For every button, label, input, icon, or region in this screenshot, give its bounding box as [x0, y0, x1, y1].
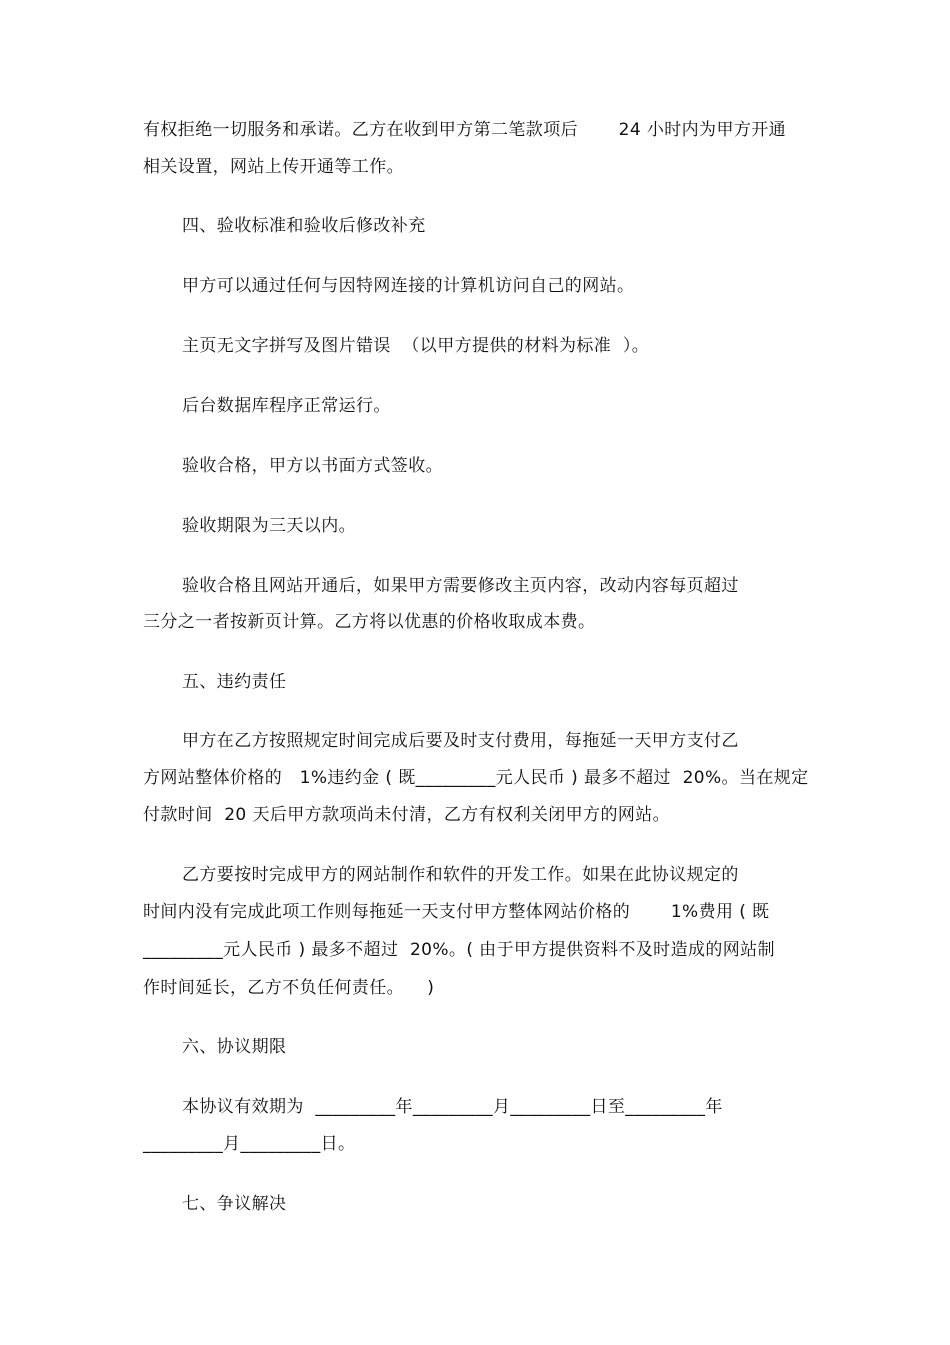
paragraph-line: 本协议有效期为 _________年_________月_________日至_________年: [182, 1097, 723, 1117]
paragraph-line: 三分之一者按新页计算。乙方将以优惠的价格收取成本费。: [143, 612, 596, 632]
paragraph-line: _________月_________日。: [143, 1134, 356, 1154]
paragraph-line: 甲方在乙方按照规定时间完成后要及时支付费用，每拖延一天甲方支付乙: [182, 731, 739, 751]
paragraph-line: 时间内没有完成此项工作则每拖延一天支付甲方整体网站价格的 1%费用 ( 既: [143, 902, 770, 922]
paragraph-line: 相关设置，网站上传开通等工作。: [143, 157, 404, 177]
paragraph-line: 甲方可以通过任何与因特网连接的计算机访问自己的网站。: [182, 276, 635, 296]
paragraph-line: 后台数据库程序正常运行。: [182, 396, 391, 416]
paragraph-line: 验收期限为三天以内。: [182, 516, 356, 536]
paragraph-line: 验收合格且网站开通后，如果甲方需要修改主页内容，改动内容每页超过: [182, 576, 739, 596]
paragraph-line: _________元人民币 ) 最多不超过 20%。( 由于甲方提供资料不及时造成的网站制: [143, 940, 775, 960]
section-heading: 六、协议期限: [182, 1037, 287, 1057]
paragraph-line: 有权拒绝一切服务和承诺。乙方在收到甲方第二笔款项后 24 小时内为甲方开通: [143, 120, 787, 140]
section-heading: 七、争议解决: [182, 1194, 287, 1214]
section-heading: 五、违约责任: [182, 672, 287, 692]
section-heading: 四、验收标准和验收后修改补充: [182, 216, 426, 236]
paragraph-line: 验收合格，甲方以书面方式签收。: [182, 456, 443, 476]
paragraph-line: 乙方要按时完成甲方的网站制作和软件的开发工作。如果在此协议规定的: [182, 865, 739, 885]
paragraph-line: 作时间延长，乙方不负任何责任。 ): [143, 978, 435, 998]
paragraph-line: 主页无文字拼写及图片错误 （以甲方提供的材料为标准 ）。: [182, 336, 650, 356]
paragraph-line: 付款时间 20 天后甲方款项尚未付清，乙方有权利关闭甲方的网站。: [143, 805, 671, 825]
paragraph-line: 方网站整体价格的 1%违约金 ( 既_________元人民币 ) 最多不超过 20%。当在规定: [143, 768, 809, 788]
